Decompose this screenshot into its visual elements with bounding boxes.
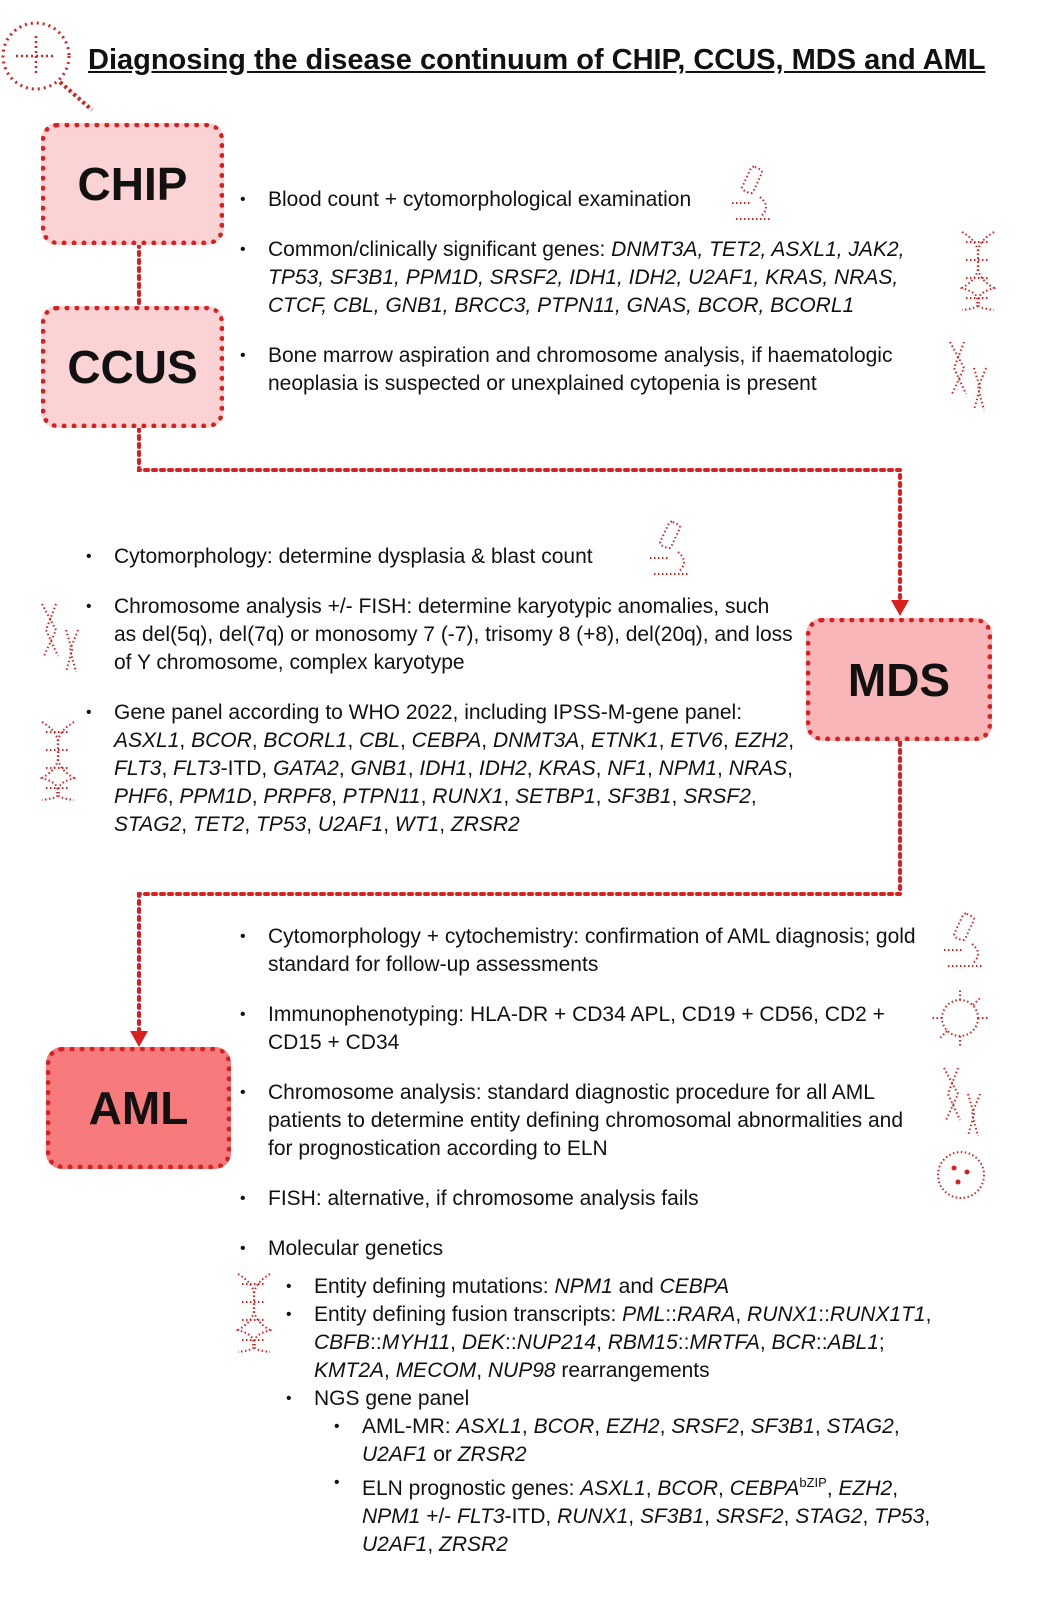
text-run: , (628, 1505, 640, 1528)
gene-name: NRAS (728, 757, 788, 780)
bullet-text (268, 238, 904, 317)
bullet-text (268, 188, 691, 211)
bullet-text (114, 701, 794, 836)
list-item (86, 699, 796, 839)
ngs-sublist (334, 1413, 954, 1559)
gene-name: ZRSR2 (450, 813, 520, 836)
gene-name: NUP214 (516, 1331, 597, 1354)
text-run: , (722, 729, 735, 752)
text-run: , (407, 757, 420, 780)
bullet-text (268, 1081, 903, 1160)
text-run: , (306, 813, 318, 836)
gene-name: EZH2 (605, 1415, 660, 1438)
list-item (286, 1385, 956, 1559)
gene-name: RARA (677, 1303, 736, 1326)
gene-name: KRAS (538, 757, 596, 780)
gene-name: GNB1 (350, 757, 408, 780)
text-run: NGS gene panel (314, 1387, 470, 1410)
list-item (240, 1079, 920, 1163)
bullet-text (314, 1275, 729, 1298)
chip-ccus-list (240, 186, 950, 420)
gene-name: TET2 (192, 813, 245, 836)
text-run: , (384, 1359, 396, 1382)
text-run: Chromosome analysis: standard diagnostic procedure for all AML patients to determine entity defining chromosomal abnormalities and for prognostication according to ELN (268, 1081, 904, 1160)
gene-name: SF3B1 (639, 1505, 705, 1528)
text-run: , (383, 813, 395, 836)
text-run: , (179, 729, 192, 752)
gene-name: ZRSR2 (457, 1443, 527, 1466)
bullet-text (114, 545, 593, 568)
gene-name: BCOR (533, 1415, 595, 1438)
text-run: , (476, 1359, 488, 1382)
list-item (286, 1301, 956, 1385)
text-run: , (814, 1415, 827, 1438)
microscope-icon (940, 908, 988, 974)
bullet-text (268, 1187, 699, 1210)
text-run: , (579, 729, 591, 752)
gene-name: SF3B1 (607, 785, 672, 808)
text-run: :: (505, 1331, 517, 1354)
bullet-text (268, 925, 916, 976)
gene-name: RUNX1 (432, 785, 504, 808)
bullet-text (268, 1003, 885, 1054)
text-run: , (596, 1331, 608, 1354)
gene-name: IDH2 (478, 757, 527, 780)
list-item (240, 923, 920, 979)
text-run: , (594, 1415, 606, 1438)
text-run: , (925, 1303, 932, 1326)
text-run: , (735, 1303, 748, 1326)
gene-name: BCOR (191, 729, 252, 752)
text-run: , (161, 757, 174, 780)
nucleus-cell-icon (934, 1148, 988, 1202)
stage-box-aml (46, 1047, 231, 1169)
gene-name: MRTFA (689, 1331, 760, 1354)
gene-name: U2AF1 (362, 1443, 428, 1466)
text-run: , (181, 813, 193, 836)
gene-name: U2AF1 (317, 813, 384, 836)
gene-name: BCR (771, 1331, 816, 1354)
gene-name: PHF6 (114, 785, 168, 808)
gene-name: ABL1 (827, 1331, 879, 1354)
gene-name: CEBPA (729, 1477, 800, 1500)
gene-name: KMT2A (314, 1359, 385, 1382)
gene-name: WT1 (394, 813, 440, 836)
bullet-text (268, 344, 892, 395)
aml-list (240, 923, 932, 1567)
gene-name: TP53 (874, 1505, 925, 1528)
text-run: Chromosome analysis +/- FISH: determine karyotypic anomalies, such as del(5q), del(7q) or monosomy 7 (-7), trisomy 8 (+8), del(20q), and loss of Y chromosome, complex karyotype (114, 595, 793, 674)
gene-name: NPM1 (658, 757, 718, 780)
gene-name: TP53 (255, 813, 307, 836)
gene-name: FLT3 (457, 1505, 505, 1528)
text-run: , (704, 1505, 716, 1528)
gene-name: ETNK1 (590, 729, 659, 752)
gene-name: NF1 (607, 757, 647, 780)
gene-name: NUP98 (487, 1359, 556, 1382)
text-run: , (467, 757, 479, 780)
mds-list (86, 543, 796, 861)
gene-name: CEBPA (411, 729, 482, 752)
page-title: Diagnosing the disease continuum of CHIP, CCUS, MDS and AML (88, 44, 986, 76)
gene-name: MYH11 (381, 1331, 451, 1354)
gene-name: ETV6 (670, 729, 723, 752)
gene-name: U2AF1 (362, 1533, 428, 1556)
gene-name: GATA2 (273, 757, 339, 780)
gene-name: PPM1D (179, 785, 252, 808)
text-run: bZIP (799, 1475, 827, 1490)
gene-name: ASXL1 (580, 1477, 646, 1500)
chromosome-icon (944, 338, 990, 414)
gene-name: ZRSR2 (439, 1533, 508, 1556)
text-run: , (595, 757, 608, 780)
text-run: , (671, 785, 684, 808)
list-item (240, 1235, 932, 1559)
gene-name: MECOM (395, 1359, 477, 1382)
text-run: , (658, 729, 671, 752)
text-run: , (526, 757, 539, 780)
text-run: Immunophenotyping: HLA-DR + CD34 APL, CD19 + CD56, CD2 + CD15 + CD34 (268, 1003, 885, 1054)
text-run: Entity defining mutations: (314, 1275, 555, 1298)
dna-icon (232, 1270, 276, 1354)
bullet-text (314, 1387, 469, 1410)
stage-label-chip: CHIP (77, 158, 188, 210)
text-run: FISH: alternative, if chromosome analysis fails (268, 1187, 699, 1210)
gene-name: EZH2 (838, 1477, 893, 1500)
text-run: , (338, 757, 351, 780)
text-run: , (347, 729, 360, 752)
text-run: Cytomorphology + cytochemistry: confirmation of AML diagnosis; gold standard for follow-up assessments (268, 925, 916, 976)
text-run: , (717, 757, 729, 780)
gene-name: SRSF2 (683, 785, 751, 808)
gene-name: PRPF8 (263, 785, 332, 808)
text-run: , (718, 1477, 730, 1500)
stage-box-ccus (41, 306, 224, 428)
text-run: ELN prognostic genes: (362, 1477, 581, 1500)
text-run: , (647, 757, 659, 780)
gene-name: CEBPA (659, 1275, 730, 1298)
text-run: AML-MR: (362, 1415, 457, 1438)
text-run: , (595, 785, 608, 808)
list-item (86, 593, 796, 677)
text-run: , (759, 1331, 772, 1354)
text-run: , (826, 1477, 839, 1500)
microscope-icon (728, 163, 776, 225)
text-run: Gene panel according to WHO 2022, including IPSS-M-gene panel: (114, 701, 743, 724)
list-item (334, 1413, 954, 1469)
list-item (240, 1001, 920, 1057)
gene-name: EZH2 (734, 729, 789, 752)
gene-name: PTPN11 (342, 785, 421, 808)
text-run: or (427, 1443, 458, 1466)
bullet-text (268, 1237, 443, 1260)
text-run: Bone marrow aspiration and chromosome analysis, if haematologic neoplasia is suspected or unexplained cytopenia is present (268, 344, 893, 395)
text-run: , (244, 813, 256, 836)
gene-name: DEK (461, 1331, 506, 1354)
list-item (286, 1273, 956, 1301)
stage-label-ccus: CCUS (67, 341, 198, 393)
text-run: , (893, 1415, 900, 1438)
list-item (240, 186, 950, 214)
text-run: +/- (420, 1505, 458, 1528)
text-run: , (862, 1505, 875, 1528)
text-run: , (750, 785, 757, 808)
gene-name: PML (622, 1303, 666, 1326)
text-run: , (420, 785, 433, 808)
chromosome-icon (36, 600, 82, 676)
bullet-text (362, 1415, 900, 1466)
text-run: Molecular genetics (268, 1237, 444, 1260)
gene-name: FLT3 (173, 757, 221, 780)
list-item (240, 1185, 920, 1213)
text-run: , (645, 1477, 658, 1500)
bullet-text (314, 1303, 931, 1382)
gene-name: SRSF2 (715, 1505, 784, 1528)
microscope-icon (646, 518, 694, 580)
gene-name: DNMT3A, TET2, ASXL1, JAK2, TP53, SF3B1, PPM1D, SRSF2, IDH1, IDH2, U2AF1, KRAS, NRAS, CTCF, CBL, GNB1, BRCC3, PTPN11, GNAS, BCOR, BCORL1 (268, 238, 905, 317)
text-run: and (612, 1275, 660, 1298)
text-run: Entity defining fusion transcripts: (314, 1303, 623, 1326)
stage-box-mds (806, 618, 992, 741)
text-run: , (481, 729, 493, 752)
text-run: :: (815, 1331, 828, 1354)
stage-label-mds: MDS (847, 653, 951, 706)
gene-name: FLT3 (114, 757, 162, 780)
bullet-text (362, 1477, 930, 1556)
text-run: , (783, 1505, 796, 1528)
gene-name: RUNX1 (557, 1505, 629, 1528)
gene-name: IDH1 (419, 757, 468, 780)
text-run: , (521, 1415, 534, 1438)
text-run: , (924, 1505, 931, 1528)
text-run: :: (665, 1303, 678, 1326)
list-item (240, 342, 950, 398)
list-item (240, 236, 950, 320)
text-run: , (439, 813, 451, 836)
gene-name: DNMT3A (492, 729, 580, 752)
gene-name: SRSF2 (671, 1415, 739, 1438)
chromosome-icon (938, 1064, 984, 1140)
gene-name: BCORL1 (263, 729, 348, 752)
molecular-sublist (286, 1273, 956, 1559)
gene-name: NPM1 (554, 1275, 613, 1298)
gene-name: ASXL1 (114, 729, 180, 752)
dna-icon (36, 718, 80, 802)
gene-name: NPM1 (362, 1505, 421, 1528)
gene-name: RUNX1 (747, 1303, 819, 1326)
list-item (334, 1469, 954, 1559)
text-run: , (399, 729, 412, 752)
stage-box-chip (41, 123, 224, 245)
text-run: , (738, 1415, 751, 1438)
text-run: , (659, 1415, 672, 1438)
gene-name: SETBP1 (515, 785, 596, 808)
text-run: , (450, 1331, 462, 1354)
text-run: :: (818, 1303, 830, 1326)
text-run: , (251, 785, 264, 808)
gene-name: SF3B1 (750, 1415, 815, 1438)
gene-name: STAG2 (795, 1505, 863, 1528)
gene-name: BCOR (657, 1477, 719, 1500)
text-run: rearrangements (555, 1359, 710, 1382)
gene-name: CBFB (314, 1331, 371, 1354)
dna-icon (956, 228, 1000, 312)
text-run: Cytomorphology: determine dysplasia & blast count (114, 545, 593, 568)
text-run: , (251, 729, 264, 752)
text-run: Common/clinically significant genes: (268, 238, 612, 261)
text-run: :: (370, 1331, 382, 1354)
text-run: -ITD, (220, 757, 274, 780)
bullet-text (114, 595, 793, 674)
gene-name: STAG2 (826, 1415, 894, 1438)
gene-name: CBL (359, 729, 400, 752)
text-run: :: (677, 1331, 690, 1354)
gene-name: RUNX1T1 (829, 1303, 926, 1326)
gene-name: RBM15 (607, 1331, 678, 1354)
gene-name: STAG2 (114, 813, 182, 836)
text-run: , (427, 1533, 440, 1556)
text-run: , (892, 1477, 899, 1500)
stage-label-aml: AML (88, 1082, 189, 1134)
text-run: , (331, 785, 343, 808)
text-run: ; (878, 1331, 885, 1354)
text-run: , (167, 785, 180, 808)
cell-icon (928, 986, 992, 1050)
text-run: -ITD, (504, 1505, 558, 1528)
text-run: Blood count + cytomorphological examination (268, 188, 692, 211)
text-run: , (787, 757, 793, 780)
gene-name: ASXL1 (456, 1415, 522, 1438)
text-run: , (788, 729, 795, 752)
text-run: , (503, 785, 516, 808)
